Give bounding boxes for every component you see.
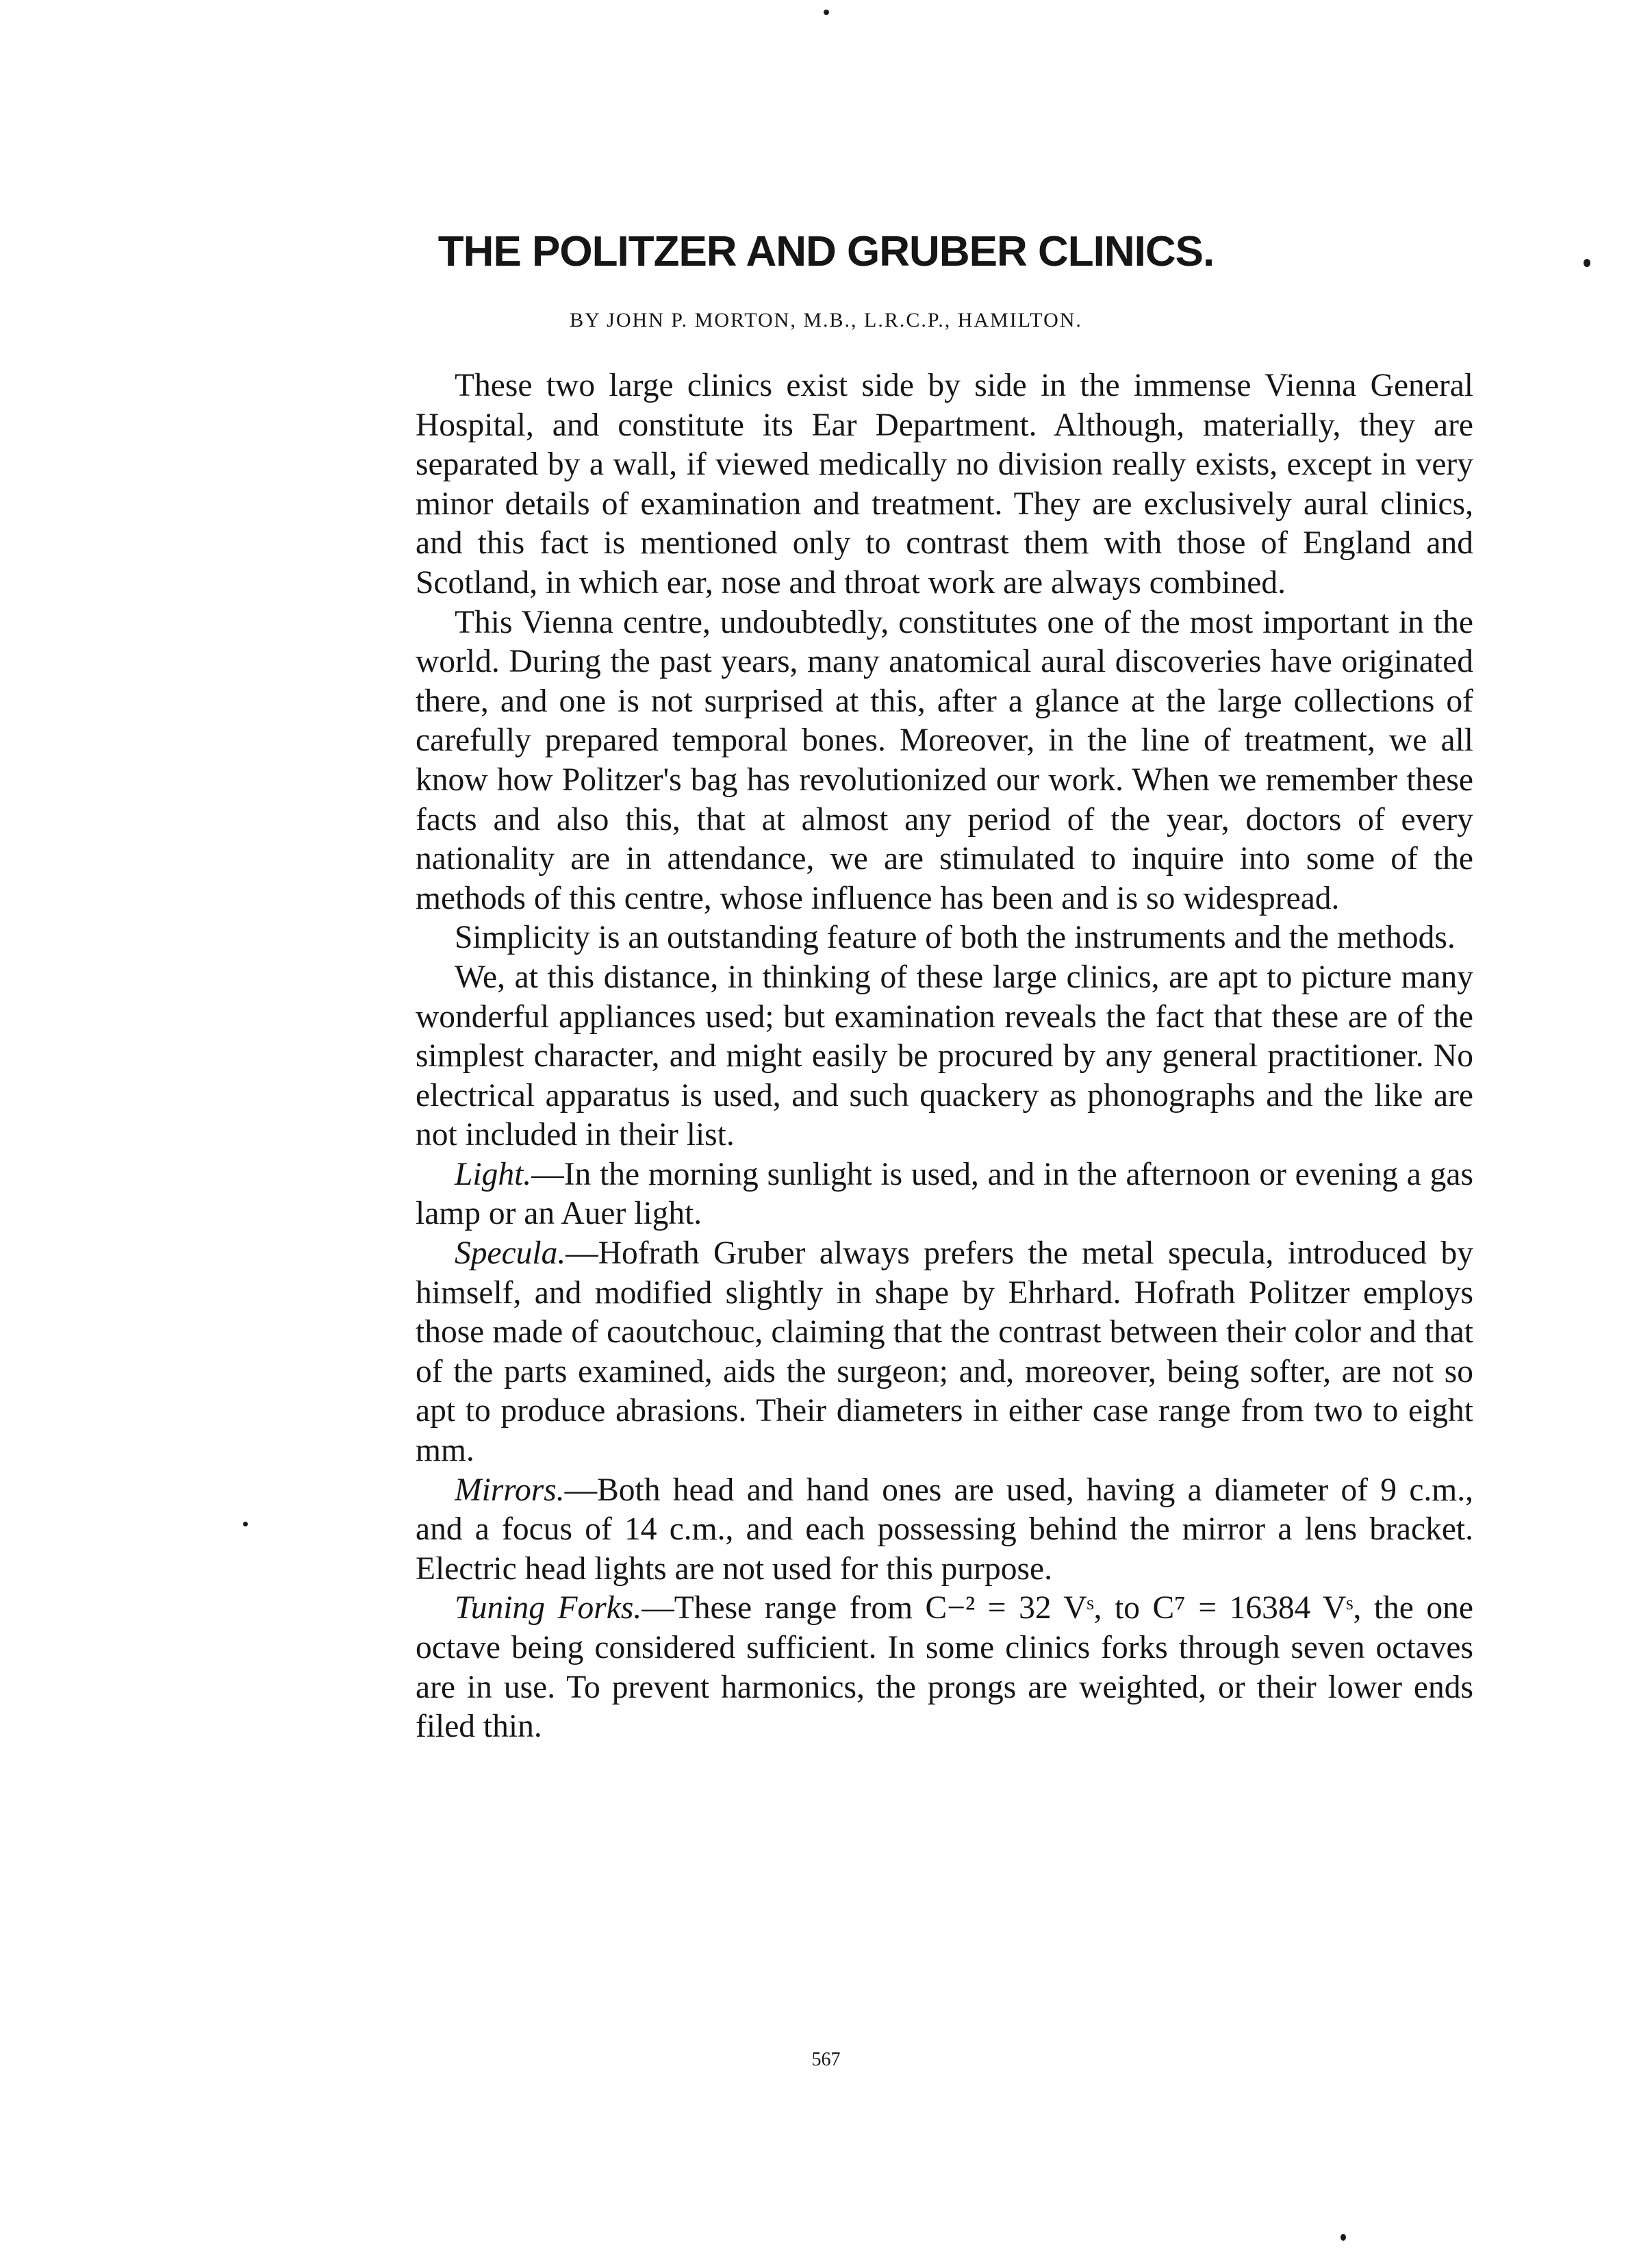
article-body bbox=[416, 366, 1473, 1747]
print-speck-bottom bbox=[1340, 2234, 1346, 2241]
paragraph-text: —Hofrath Gruber always prefers the metal specula, introduced by himself, and modified slightly in shape by Ehrhard. Hofrath Politzer employs those made of caoutchouc, claiming that the contrast between their color and that of the parts examined, aids the surgeon; and, moreover, being softer, are not so apt to produce abrasions. Their diameters in either case range from two to eight mm. bbox=[416, 1235, 1473, 1469]
article-byline: BY JOHN P. MORTON, M.B., L.R.C.P., HAMILTON. bbox=[570, 309, 1082, 331]
paragraph-mirrors bbox=[416, 1471, 1473, 1589]
paragraph-tuning-forks bbox=[416, 1589, 1473, 1746]
paragraph-text: These two large clinics exist side by side in the immense Vienna General Hospital, and constitute its Ear Department. Although, materially, they are separated by a wall, if viewed medically no division really exists, except in very minor details of examination and treatment. They are exclusively aural clinics, and this fact is mentioned only to contrast them with those of England and Scotland, in which ear, nose and throat work are always combined. bbox=[416, 368, 1473, 601]
article-title: THE POLITZER AND GRUBER CLINICS. bbox=[437, 228, 1215, 275]
print-speck-left bbox=[243, 1522, 248, 1526]
print-speck-top bbox=[824, 10, 829, 15]
paragraph-text: Simplicity is an outstanding feature of both the instruments and the methods. bbox=[455, 920, 1456, 956]
paragraph-vienna-centre bbox=[416, 603, 1473, 919]
paragraph-lead: Light. bbox=[455, 1156, 532, 1192]
paragraph-text: We, at this distance, in thinking of these large clinics, are apt to picture many wonderful appliances used; but examination reveals the fact that these are of the simplest character, and might easily be procured by any general practitioner. No electrical apparatus is used, and such quackery as phonographs and the like are not included in their list. bbox=[416, 959, 1473, 1153]
paragraph-lead: Specula. bbox=[455, 1235, 566, 1272]
paragraph-text: —These range from C−² = 32 Vˢ, to C⁷ = 16384 Vˢ, the one octave being considered sufficient. In some clinics forks through seven octaves are in use. To prevent harmonics, the prongs are weighted, or their lower ends filed thin. bbox=[416, 1590, 1473, 1745]
paragraph-appliances bbox=[416, 958, 1473, 1155]
paragraph-text: This Vienna centre, undoubtedly, constitutes one of the most important in the world. During the past years, many anatomical aural discoveries have originated there, and one is not surprised at this, after a glance at the large collections of carefully prepared temporal bones. Moreover, in the line of treatment, we all know how Politzer's bag has revolutionized our work. When we remember these facts and also this, that at almost any period of the year, doctors of every nationality are in attendance, we are stimulated to inquire into some of the methods of this centre, whose influence has been and is so widespread. bbox=[416, 604, 1473, 916]
page-number: 567 bbox=[811, 2049, 841, 2070]
paragraph-text: —In the morning sunlight is used, and in the afternoon or evening a gas lamp or an Auer light. bbox=[416, 1156, 1473, 1232]
paragraph-specula bbox=[416, 1234, 1473, 1471]
paragraph-light bbox=[416, 1155, 1473, 1234]
paragraph-lead: Mirrors. bbox=[455, 1472, 565, 1508]
paragraph-text: —Both head and hand ones are used, having a diameter of 9 c.m., and a focus of 14 c.m., and each possessing behind the mirror a lens bracket. Electric head lights are not used for this purpose. bbox=[416, 1472, 1473, 1587]
paragraph-simplicity bbox=[416, 918, 1473, 958]
paragraph-lead: Tuning Forks. bbox=[455, 1590, 642, 1626]
paragraph-intro bbox=[416, 366, 1473, 603]
